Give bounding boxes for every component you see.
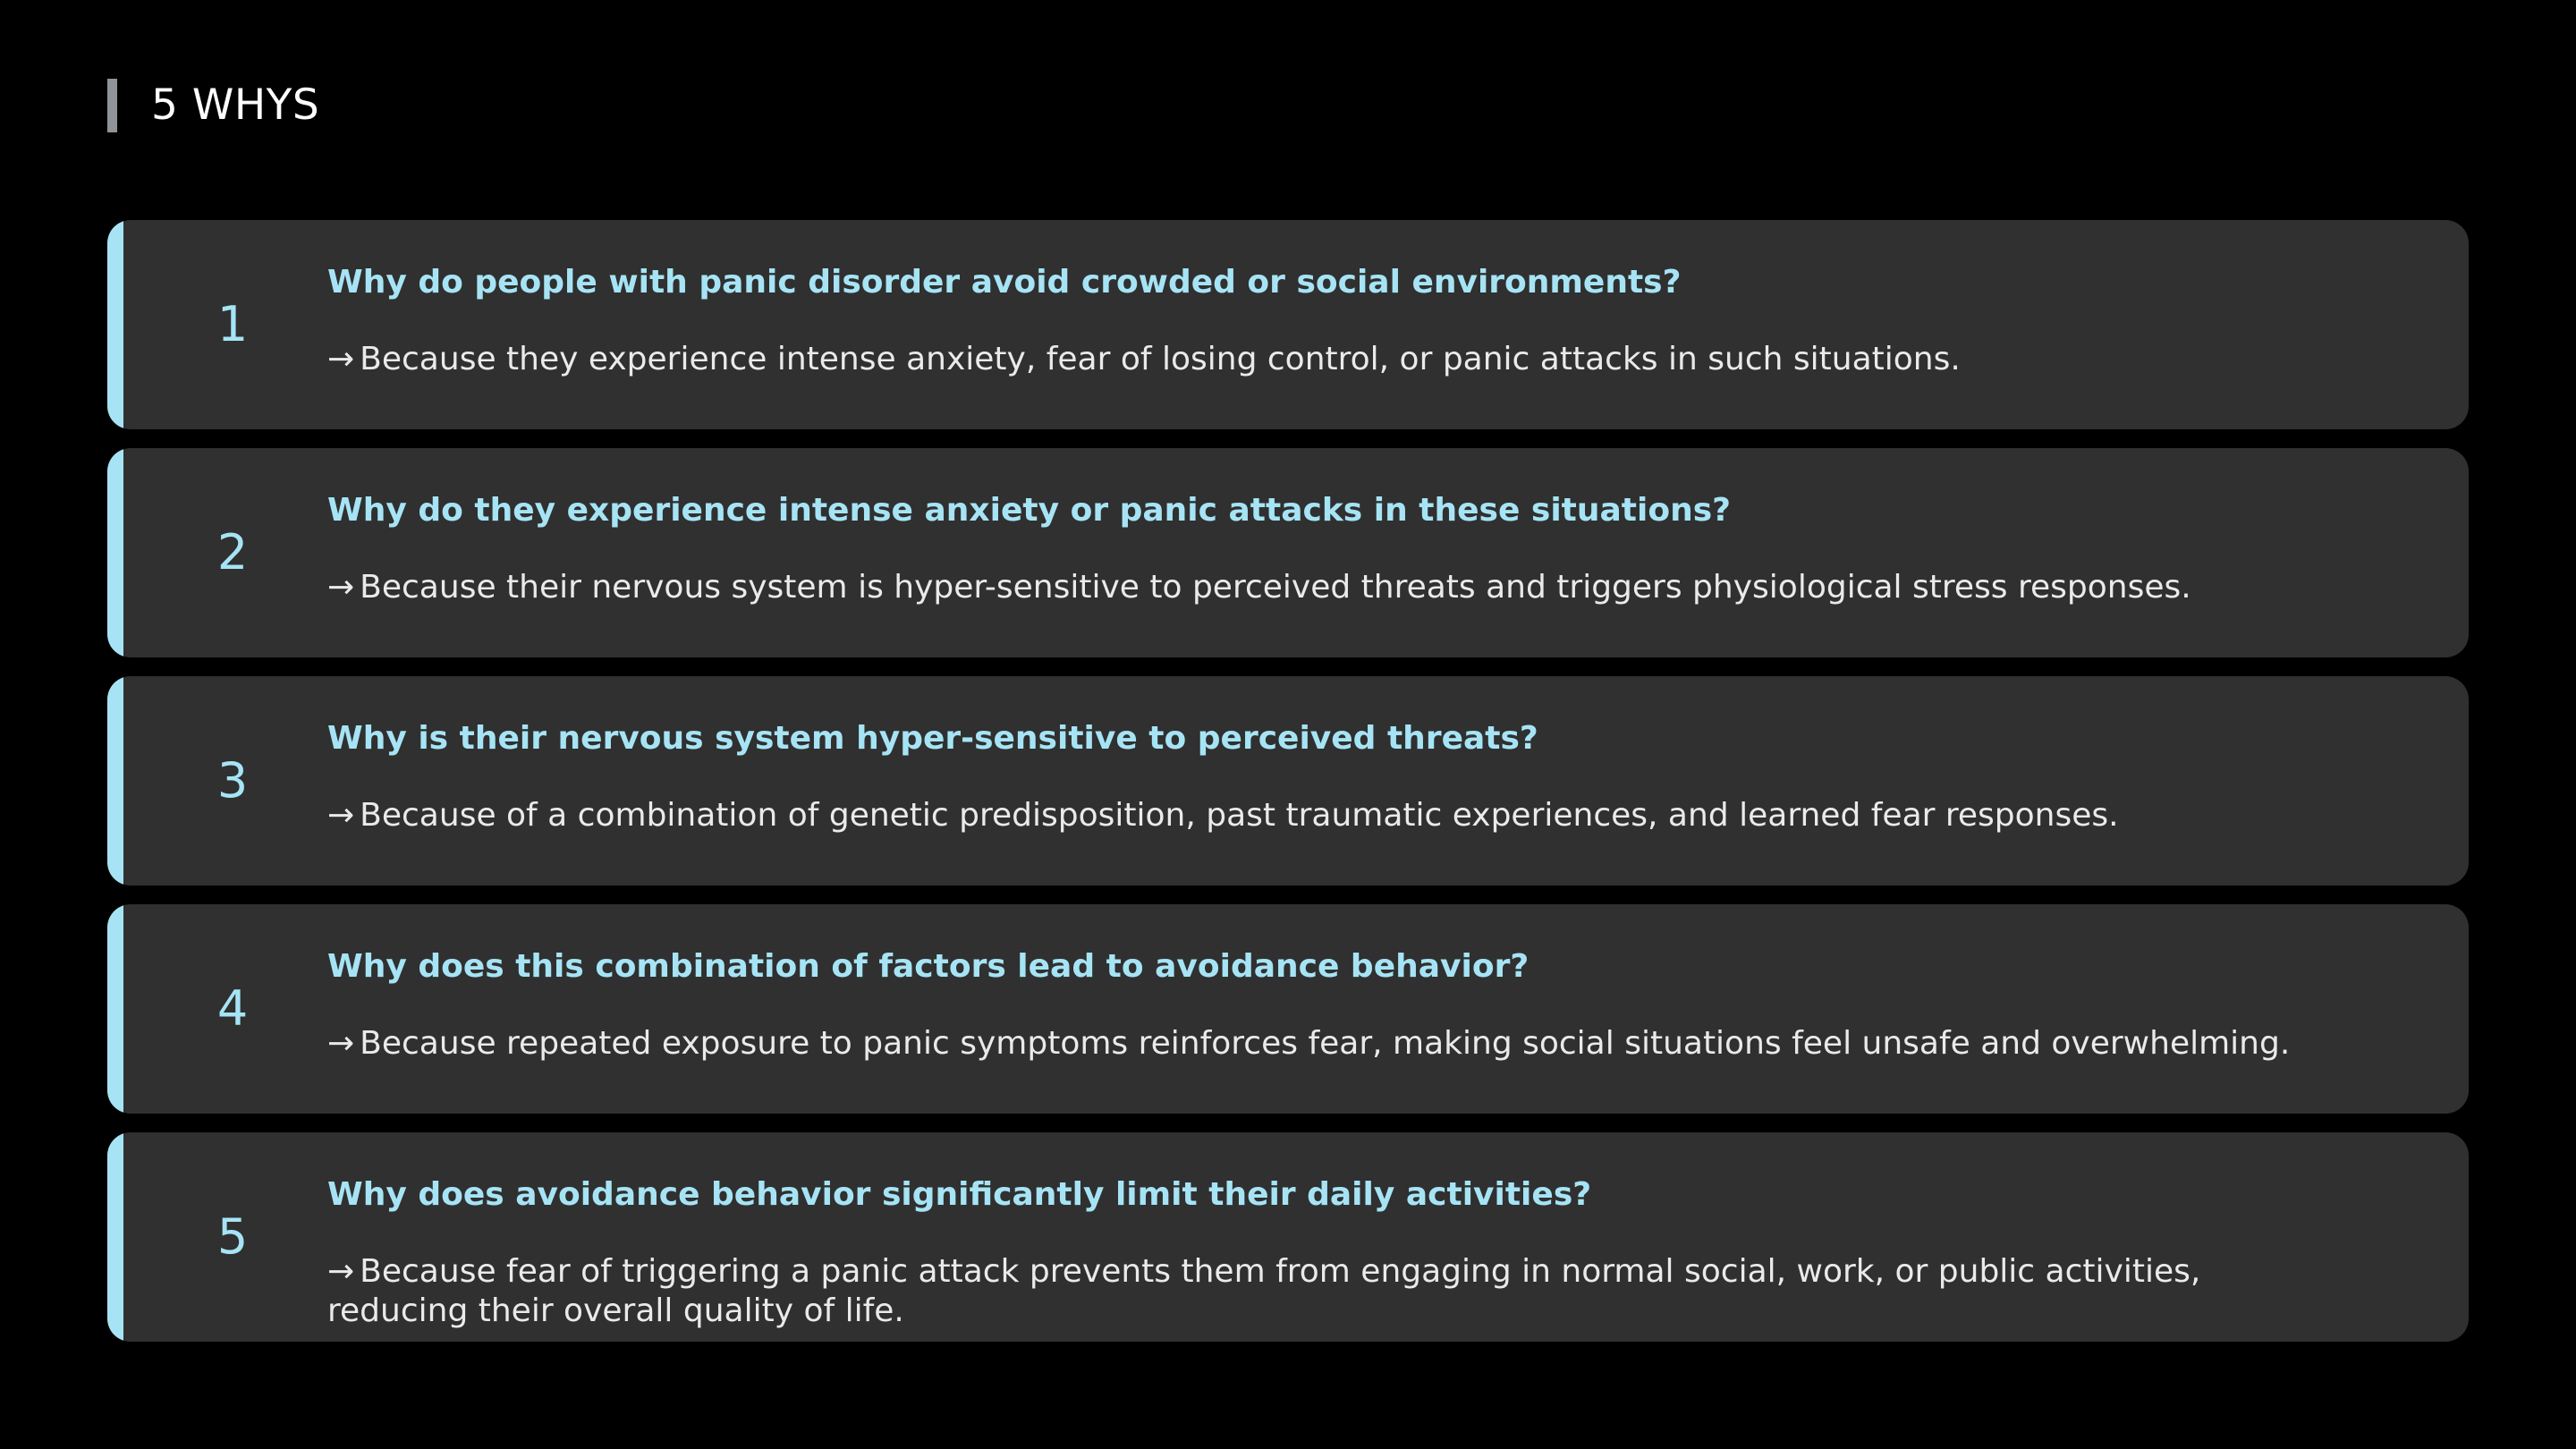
arrow-right-icon: → <box>327 341 355 377</box>
arrow-right-icon: → <box>327 1253 355 1290</box>
why-number: 3 <box>216 752 249 809</box>
why-card-5 <box>107 1132 2469 1342</box>
page-header <box>107 79 319 132</box>
why-number: 4 <box>216 980 249 1037</box>
why-answer: Because of a combination of genetic predisposition, past traumatic experiences, and learned fear responses. <box>360 797 2119 834</box>
why-question: Why do they experience intense anxiety or panic attacks in these situations? <box>327 492 1732 529</box>
why-card-1 <box>107 220 2469 429</box>
why-question: Why does avoidance behavior significantly limit their daily activities? <box>327 1176 1592 1213</box>
why-answer-row <box>327 796 2295 835</box>
card-accent-bar <box>107 448 123 657</box>
arrow-right-icon: → <box>327 797 355 834</box>
title-accent-bar <box>107 79 117 132</box>
why-question: Why do people with panic disorder avoid crowded or social environments? <box>327 264 1682 301</box>
whys-list <box>107 220 2469 1360</box>
arrow-right-icon: → <box>327 569 355 606</box>
why-card-4 <box>107 904 2469 1114</box>
why-card-2 <box>107 448 2469 657</box>
why-answer-row <box>327 568 2295 607</box>
page-title: 5 WHYS <box>151 80 320 130</box>
why-answer: Because repeated exposure to panic symptoms reinforces fear, making social situations feel unsafe and overwhelming. <box>360 1025 2291 1062</box>
why-card-3 <box>107 676 2469 886</box>
card-accent-bar <box>107 1132 123 1342</box>
why-number: 2 <box>216 524 249 580</box>
card-accent-bar <box>107 676 123 886</box>
why-answer-row <box>327 1024 2295 1063</box>
why-question: Why is their nervous system hyper-sensitive to perceived threats? <box>327 720 1538 757</box>
why-answer: Because their nervous system is hyper-sensitive to perceived threats and triggers physiological stress responses. <box>360 569 2191 606</box>
why-answer-row <box>327 1252 2295 1331</box>
why-question: Why does this combination of factors lead to avoidance behavior? <box>327 948 1530 985</box>
why-answer: Because they experience intense anxiety, fear of losing control, or panic attacks in such situations. <box>360 341 1961 377</box>
arrow-right-icon: → <box>327 1025 355 1062</box>
why-number: 5 <box>216 1208 249 1265</box>
why-answer: Because fear of triggering a panic attack prevents them from engaging in normal social, work, or public activities, reducing their overall quality of life. <box>327 1253 2201 1329</box>
card-accent-bar <box>107 904 123 1114</box>
card-accent-bar <box>107 220 123 429</box>
why-answer-row <box>327 340 2295 379</box>
why-number: 1 <box>216 296 249 352</box>
